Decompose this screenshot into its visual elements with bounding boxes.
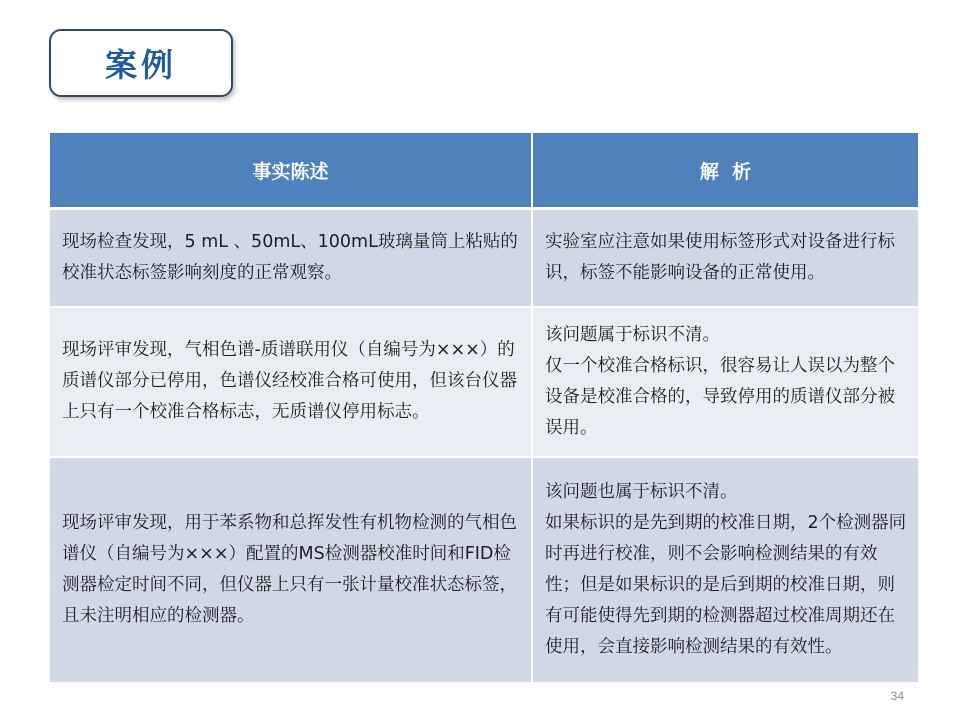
table-header-row <box>50 133 918 209</box>
table-row <box>50 209 918 307</box>
analysis-cell: 实验室应注意如果使用标签形式对设备进行标识，标签不能影响设备的正常使用。 <box>532 209 918 307</box>
fact-cell: 现场评审发现，气相色谱-质谱联用仪（自编号为×××）的质谱仪部分已停用，色谱仪经校准合格可使用，但该台仪器上只有一个校准合格标志，无质谱仪停用标志。 <box>50 307 532 457</box>
fact-cell: 现场评审发现，用于苯系物和总挥发性有机物检测的气相色谱仪（自编号为×××）配置的MS检测器校准时间和FID检测器检定时间不同，但仪器上只有一张计量校准状态标签，且未注明相应的检测器。 <box>50 457 532 683</box>
header-analysis: 解 析 <box>532 133 918 209</box>
table-row <box>50 307 918 457</box>
slide-title: 案例 <box>104 46 177 84</box>
case-table <box>50 133 918 684</box>
fact-cell: 现场检查发现，5 mL 、50mL、100mL玻璃量筒上粘贴的校准状态标签影响刻度的正常观察。 <box>50 209 532 307</box>
analysis-cell: 该问题也属于标识不清。 如果标识的是先到期的校准日期，2个检测器同时再进行校准，则不会影响检测结果的有效性；但是如果标识的是后到期的校准日期，则有可能使得先到期的检测器超过校准周期还在使用，会直接影响检测结果的有效性。 <box>532 457 918 683</box>
page-number: 34 <box>890 689 904 703</box>
analysis-cell: 该问题属于标识不清。 仅一个校准合格标识，很容易让人误以为整个设备是校准合格的，导致停用的质谱仪部分被误用。 <box>532 307 918 457</box>
table-row <box>50 457 918 683</box>
header-fact: 事实陈述 <box>50 133 532 209</box>
title-box <box>49 29 233 97</box>
